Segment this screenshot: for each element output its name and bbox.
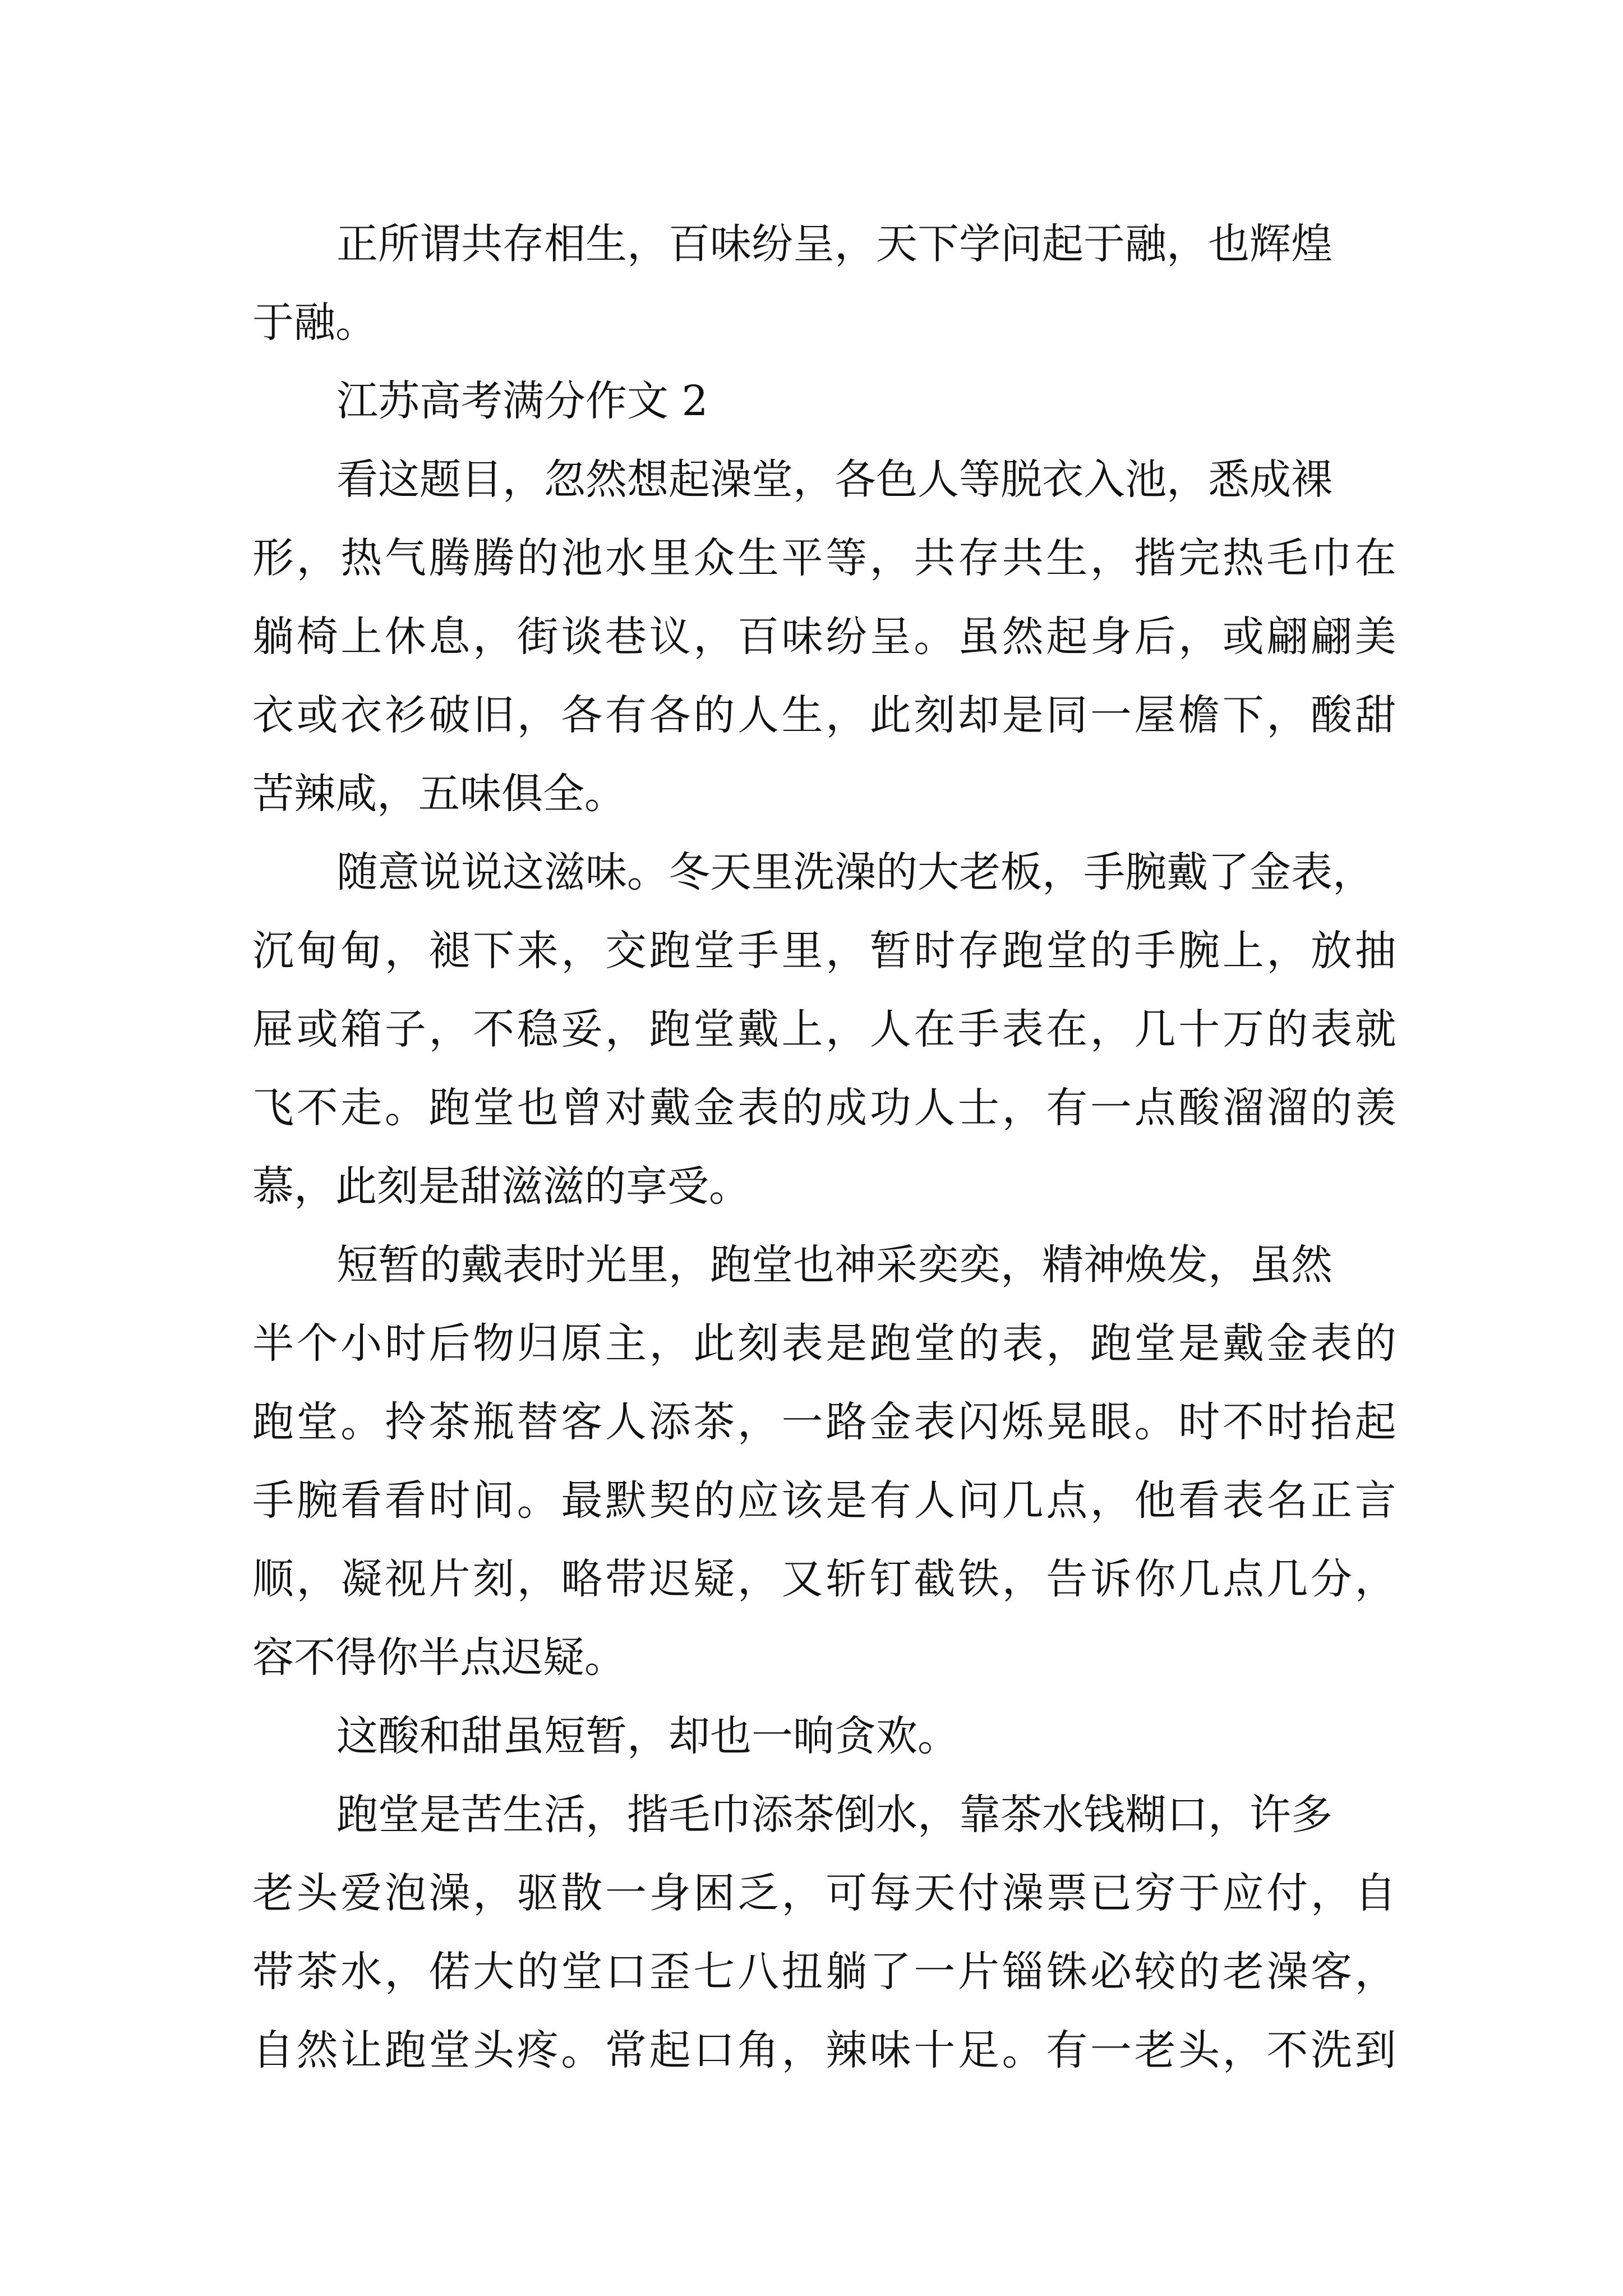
text-line: 半 个 小 时 后 物 归 原 主 ， 此 刻 表 是 跑 堂 的 表 ， 跑 堂 是 戴 金 表 的	[252, 1319, 1396, 1368]
text-line: 自 然 让 跑 堂 头 疼 。 常 起 口 角 ， 辣 味 十 足 。 有 一 老 头 ， 不 洗 到	[252, 2026, 1396, 2074]
text-line: 衣 或 衣 衫 破 旧 ， 各 有 各 的 人 生 ， 此 刻 却 是 同 一 屋 檐 下 ， 酸 甜	[252, 691, 1396, 739]
text-line: 顺 ， 凝 视 片 刻 ， 略 带 迟 疑 ， 又 斩 钉 截 铁 ， 告 诉 你 几 点 几 分 ，	[252, 1555, 1396, 1603]
text-line: 带 茶 水 ， 偌 大 的 堂 口 歪 七 八 扭 躺 了 一 片 锱 铢 必 较 的 老 澡 客 ，	[252, 1948, 1396, 1996]
text-line: 跑堂是苦生活，揩毛巾添茶倒水，靠茶水钱糊口，许多	[336, 1791, 1332, 1839]
text-line: 老 头 爱 泡 澡 ， 驱 散 一 身 困 乏 ， 可 每 天 付 澡 票 已 穷 于 应 付 ， 自	[252, 1869, 1396, 1917]
text-line: 于融。	[252, 298, 377, 347]
text-line: 正所谓共存相生，百味纷呈，天下学问起于融，也辉煌	[336, 220, 1332, 268]
text-line: 短暂的戴表时光里，跑堂也神采奕奕，精神焕发，虽然	[336, 1241, 1332, 1289]
text-line: 容不得你半点迟疑。	[252, 1634, 626, 1682]
text-line: 苦辣咸，五味俱全。	[252, 770, 626, 818]
text-line: 慕，此刻是甜滋滋的享受。	[252, 1162, 750, 1211]
text-line: 随意说说这滋味。冬天里洗澡的大老板，手腕戴了金表，	[336, 848, 1374, 896]
text-line: 手 腕 看 看 时 间 。 最 默 契 的 应 该 是 有 人 问 几 点 ， 他 看 表 名 正 言	[252, 1476, 1396, 1525]
text-line: 跑 堂 。 拎 茶 瓶 替 客 人 添 茶 ， 一 路 金 表 闪 烁 晃 眼 。 时 不 时 抬 起	[252, 1398, 1396, 1446]
text-line: 飞 不 走 。 跑 堂 也 曾 对 戴 金 表 的 成 功 人 士 ， 有 一 点 酸 溜 溜 的 羡	[252, 1084, 1396, 1132]
text-line: 看这题目，忽然想起澡堂，各色人等脱衣入池，悉成裸	[336, 455, 1332, 504]
text-line: 形 ， 热 气 腾 腾 的 池 水 里 众 生 平 等 ， 共 存 共 生 ， 揩 完 热 毛 巾 在	[252, 534, 1396, 582]
section-heading: 江苏高考满分作文 2	[336, 377, 708, 425]
text-line: 这酸和甜虽短暂，却也一晌贪欢。	[336, 1712, 959, 1760]
text-line: 躺 椅 上 休 息 ， 街 谈 巷 议 ， 百 味 纷 呈 。 虽 然 起 身 后 ， 或 翩 翩 美	[252, 613, 1396, 661]
text-line: 屉 或 箱 子 ， 不 稳 妥 ， 跑 堂 戴 上 ， 人 在 手 表 在 ， 几 十 万 的 表 就	[252, 1005, 1396, 1053]
text-line: 沉 甸 甸 ， 褪 下 来 ， 交 跑 堂 手 里 ， 暂 时 存 跑 堂 的 手 腕 上 ， 放 抽	[252, 927, 1396, 975]
